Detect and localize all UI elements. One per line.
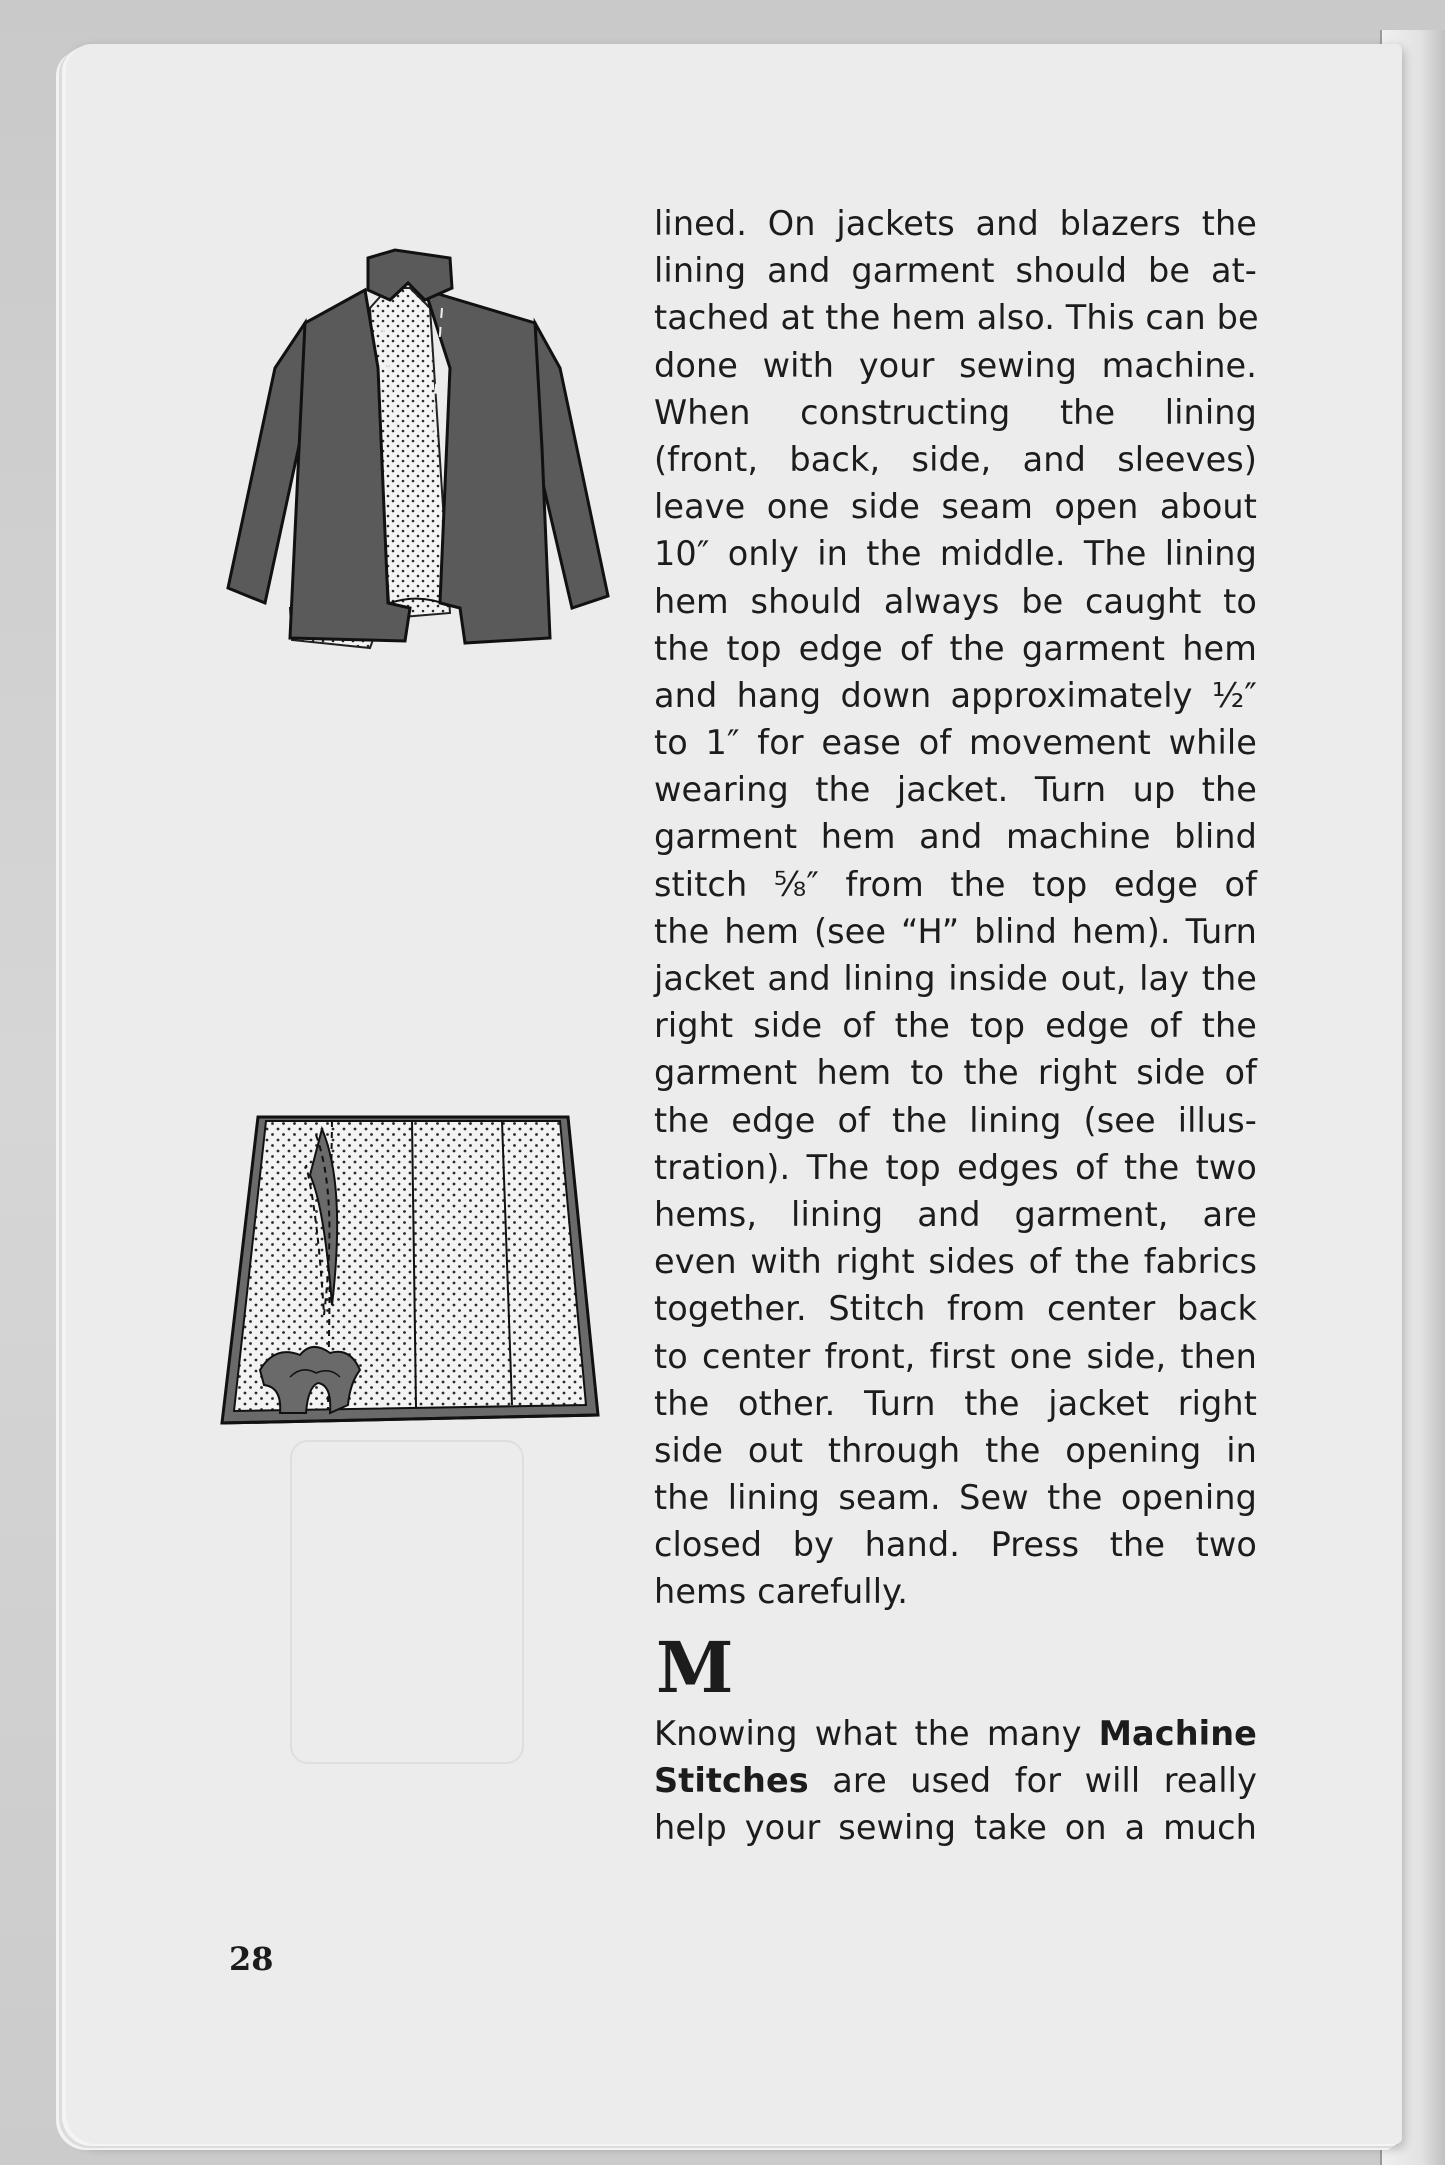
bold-term: Stitches bbox=[654, 1761, 809, 1801]
machine-stitches-paragraph bbox=[654, 1710, 1257, 1852]
text-line: right side of the top edge of the bbox=[654, 1006, 1257, 1046]
text-line: tached at the hem also. This can be bbox=[654, 298, 1259, 338]
text-line: jacket and lining inside out, lay the bbox=[654, 959, 1257, 998]
text-line: the hem (see “H” blind hem). Turn bbox=[654, 911, 1257, 951]
text-line: lining and garment should be at- bbox=[654, 251, 1257, 291]
jacket-illustration bbox=[220, 248, 620, 658]
text-line: tration). The top edges of the two bbox=[654, 1147, 1257, 1187]
text-line: garment hem and machine blind bbox=[654, 817, 1257, 857]
text-line: garment hem to the right side of bbox=[654, 1053, 1257, 1093]
text-line: hem should always be caught to bbox=[654, 581, 1257, 621]
text-line: 10″ only in the middle. The lining bbox=[654, 534, 1257, 574]
text-line: When constructing the lining bbox=[654, 392, 1257, 432]
text-line: the other. Turn the jacket right bbox=[654, 1383, 1257, 1423]
lining-hem-illustration bbox=[220, 1115, 604, 1435]
show-through-illustration bbox=[290, 1440, 524, 1764]
text-line: to center front, first one side, then bbox=[654, 1336, 1257, 1376]
text-line: even with right sides of the fabrics bbox=[654, 1242, 1257, 1282]
text-line: stitch ⅝″ from the top edge of bbox=[654, 864, 1257, 904]
text-line: and hang down approximately ½″ bbox=[654, 675, 1257, 715]
text-line: (front, back, side, and sleeves) bbox=[654, 439, 1257, 479]
page-number: 28 bbox=[229, 1940, 274, 1978]
body-paragraph bbox=[654, 200, 1257, 1616]
text-line: lined. On jackets and blazers the bbox=[654, 204, 1257, 243]
text-line: leave one side seam open about bbox=[654, 487, 1257, 527]
text-line bbox=[654, 1710, 1257, 1757]
text-line: side out through the opening in bbox=[654, 1430, 1257, 1470]
text-line: the edge of the lining (see illus- bbox=[654, 1100, 1257, 1140]
text-line bbox=[654, 1757, 1257, 1804]
section-heading-letter: M bbox=[656, 1626, 734, 1709]
text-line: together. Stitch from center back bbox=[654, 1289, 1257, 1329]
text-line: the top edge of the garment hem bbox=[654, 628, 1257, 668]
text-line: hems carefully. bbox=[654, 1572, 909, 1612]
text-line: hems, lining and garment, are bbox=[654, 1194, 1257, 1234]
text-line: wearing the jacket. Turn up the bbox=[654, 770, 1257, 810]
text-span: are used for will really bbox=[808, 1761, 1257, 1801]
text-line: help your sewing take on a much bbox=[654, 1808, 1257, 1848]
text-line: closed by hand. Press the two bbox=[654, 1525, 1257, 1565]
text-line: the lining seam. Sew the opening bbox=[654, 1478, 1257, 1518]
text-line: to 1″ for ease of movement while bbox=[654, 723, 1257, 763]
text-line: done with your sewing machine. bbox=[654, 345, 1257, 385]
text-span: Knowing what the many bbox=[654, 1714, 1099, 1753]
bold-term: Machine bbox=[1098, 1714, 1257, 1753]
